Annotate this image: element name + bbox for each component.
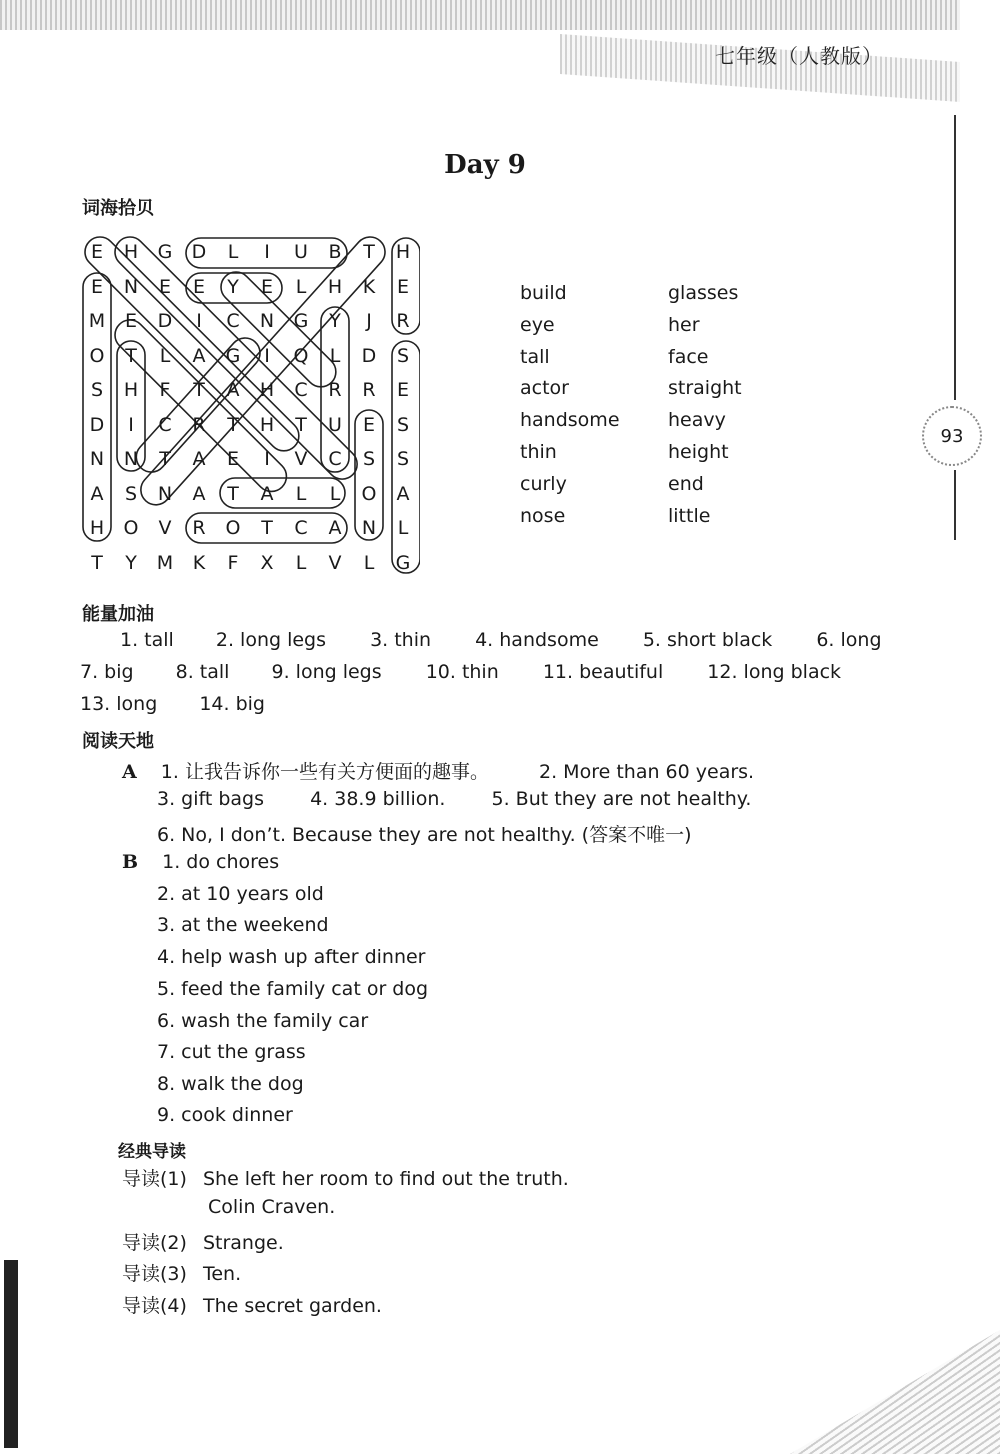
binding-edge — [4, 1260, 18, 1448]
grid-letter: R — [362, 379, 376, 401]
grid-letter: E — [192, 275, 205, 298]
answer-item: Ten. — [202, 1263, 242, 1285]
grid-letter: G — [395, 551, 411, 574]
grid-letter: V — [158, 517, 172, 539]
grid-letter: K — [362, 275, 376, 298]
answer-item: 8. walk the dog — [157, 1073, 304, 1095]
answer-item: She left her room to find out the truth. — [202, 1168, 569, 1190]
section-heading-energy: 能量加油 — [82, 604, 154, 625]
reading-a-line — [157, 820, 691, 847]
grid-letter: R — [192, 413, 206, 436]
word-list-item: little — [668, 504, 711, 527]
grid-letter: H — [259, 413, 275, 436]
grid-letter: R — [192, 517, 206, 539]
margin-rule-lower — [954, 470, 956, 540]
answer-item: 1. tall — [120, 629, 174, 651]
grid-letter: B — [328, 241, 342, 263]
grid-letter: C — [294, 517, 308, 539]
word-list-item: thin — [520, 440, 557, 463]
answer-item: 4. handsome — [475, 629, 599, 651]
section-heading-word-search: 词海拾贝 — [82, 198, 154, 219]
grid-letter: E — [226, 448, 239, 470]
grid-letter: F — [159, 379, 171, 401]
grid-letter: L — [363, 551, 375, 574]
answer-item: 9. long legs — [271, 661, 382, 683]
reading-a-line — [122, 757, 754, 784]
grid-letter: A — [90, 482, 104, 505]
grid-letter: D — [157, 310, 173, 332]
grid-letter: A — [260, 482, 274, 505]
grid-letter: Q — [293, 344, 309, 367]
grid-letter: K — [192, 551, 206, 574]
word-list-item: glasses — [668, 282, 739, 304]
grid-letter: F — [227, 551, 239, 574]
grid-letter: E — [396, 275, 409, 298]
grid-letter: A — [328, 517, 342, 539]
grid-letter: J — [366, 310, 372, 332]
grid-letter: L — [329, 344, 341, 367]
grid-letter: Y — [329, 310, 341, 332]
classic-label: 导读(3) — [122, 1263, 187, 1285]
grid-letter: H — [327, 275, 343, 298]
word-list-right — [668, 278, 742, 532]
answer-item: 4. 38.9 billion. — [310, 788, 446, 810]
word-list-item: eye — [520, 313, 555, 336]
classic-label: 导读(4) — [122, 1295, 187, 1317]
grid-letter: T — [193, 379, 205, 401]
grid-letter: M — [88, 310, 106, 332]
grid-letter: N — [123, 448, 139, 470]
word-list-item: actor — [520, 377, 569, 400]
answer-item: 9. cook dinner — [157, 1104, 293, 1126]
grid-letter: C — [328, 448, 342, 470]
answer-item: 2. More than 60 years. — [539, 761, 755, 783]
page-number: 93 — [922, 406, 982, 466]
grid-letter: T — [125, 344, 137, 367]
grid-letter: L — [159, 344, 171, 367]
grid-letter: V — [294, 448, 308, 470]
grid-letter: O — [89, 344, 105, 367]
grid-letter: I — [196, 310, 202, 332]
word-list-item: face — [668, 345, 709, 368]
answer-item: 5. feed the family cat or dog — [157, 978, 429, 1000]
classic-item — [122, 1259, 241, 1286]
answer-item: 3. gift bags — [157, 788, 265, 810]
grid-letter: O — [123, 517, 139, 539]
word-search-grid — [80, 235, 420, 580]
answer-item: 3. thin — [370, 629, 432, 651]
word-list-item: heavy — [668, 409, 726, 432]
grid-letter: E — [158, 275, 171, 298]
grid-letter: G — [293, 310, 309, 332]
grid-letter: G — [225, 344, 241, 367]
grid-letter: T — [227, 413, 239, 436]
grid-letter: D — [361, 344, 377, 367]
answer-item: 8. tall — [175, 661, 230, 683]
grid-letter: N — [123, 275, 139, 298]
word-list-item: height — [668, 440, 729, 463]
grid-letter: H — [89, 517, 105, 539]
grid-letter: T — [91, 551, 103, 574]
grid-letter: I — [264, 241, 270, 263]
classic-item — [122, 1291, 382, 1318]
answer-line — [80, 693, 265, 715]
word-list-item: curly — [520, 472, 567, 495]
word-list-item: end — [668, 472, 704, 495]
grid-letter: H — [259, 379, 275, 401]
classic-label: 导读(2) — [122, 1232, 187, 1254]
answer-item: 3. at the weekend — [157, 914, 329, 936]
grid-letter: E — [90, 275, 103, 298]
grid-letter: S — [362, 448, 376, 470]
answer-item: 6. long — [816, 629, 882, 651]
grid-letter: L — [329, 482, 341, 505]
grid-letter: H — [123, 241, 139, 263]
answer-item: 13. long — [80, 693, 158, 715]
answer-item: 5. But they are not healthy. — [491, 788, 752, 810]
word-list-item: her — [668, 313, 700, 336]
answer-line — [80, 661, 841, 683]
grid-letter: T — [295, 413, 307, 436]
grid-letter: T — [227, 482, 239, 505]
section-heading-reading: 阅读天地 — [82, 731, 154, 752]
grid-letter: C — [226, 310, 240, 332]
grid-letter: S — [396, 448, 410, 470]
grid-letter: Y — [227, 275, 239, 298]
page-title: Day 9 — [444, 150, 526, 180]
classic-item — [122, 1228, 284, 1255]
classic-label: 导读(1) — [122, 1168, 187, 1190]
grid-letter: E — [260, 275, 273, 298]
grid-letter: V — [328, 551, 342, 574]
answer-item: 5. short black — [642, 629, 773, 651]
word-list-item: handsome — [520, 409, 620, 432]
grid-letter: A — [192, 448, 206, 470]
answer-item: The secret garden. — [202, 1295, 382, 1317]
grid-letter: L — [397, 517, 409, 539]
word-list-item: straight — [668, 377, 742, 400]
grid-letter: L — [295, 551, 307, 574]
corner-decoration — [790, 1330, 1000, 1454]
answer-item: 12. long black — [707, 661, 842, 683]
grid-letter: R — [396, 310, 410, 332]
grid-letter: S — [90, 379, 104, 401]
answer-item: Strange. — [202, 1232, 284, 1254]
word-list-item: build — [520, 282, 567, 304]
answer-item: 7. big — [80, 661, 134, 683]
header-decoration — [0, 0, 960, 30]
grid-letter: T — [363, 241, 375, 263]
answer-item: 1. 让我告诉你一些有关方便面的趣事。 — [160, 761, 489, 783]
grid-letter: U — [328, 413, 342, 436]
grid-letter: E — [90, 241, 103, 263]
grid-letter: X — [260, 551, 274, 574]
grid-letter: T — [261, 517, 273, 539]
grid-letter: A — [192, 482, 206, 505]
grid-letter: C — [158, 413, 172, 436]
part-b-label: B — [122, 851, 139, 873]
answer-item: 2. at 10 years old — [157, 883, 324, 905]
reading-b-line — [122, 851, 279, 873]
answer-line — [120, 629, 882, 651]
word-list-left — [520, 278, 620, 532]
grid-letter: O — [361, 482, 377, 505]
answer-item: Colin Craven. — [208, 1196, 336, 1218]
answer-item: 11. beautiful — [542, 661, 664, 683]
grid-letter: N — [157, 482, 173, 505]
answer-item: 7. cut the grass — [157, 1041, 306, 1063]
grade-label: 七年级（人教版） — [715, 44, 883, 68]
answer-item: 1. do chores — [162, 851, 280, 873]
grid-letter: T — [159, 448, 171, 470]
grid-letter: C — [294, 379, 308, 401]
grid-letter: Y — [125, 551, 137, 574]
word-list-item: tall — [520, 345, 550, 368]
grid-letter: D — [89, 413, 105, 436]
grid-letter: H — [123, 379, 139, 401]
grid-letter: E — [362, 413, 375, 436]
grid-letter: A — [226, 379, 240, 401]
grid-letter: S — [124, 482, 138, 505]
grid-letter: N — [259, 310, 275, 332]
grid-letter: D — [191, 241, 207, 263]
grid-letter: I — [264, 344, 270, 367]
grid-letter: I — [128, 413, 134, 436]
section-heading-classic: 经典导读 — [118, 1142, 186, 1162]
answer-item: 14. big — [199, 693, 265, 715]
grid-letter: L — [295, 275, 307, 298]
grid-letter: M — [156, 551, 174, 574]
part-a-label: A — [122, 761, 137, 783]
answer-item: 4. help wash up after dinner — [157, 946, 426, 968]
grid-letter: I — [264, 448, 270, 470]
reading-a-line — [157, 788, 751, 810]
grid-letter: A — [396, 482, 410, 505]
grid-letter: G — [157, 241, 173, 263]
grid-letter: A — [192, 344, 206, 367]
grid-letter: H — [395, 241, 411, 263]
answer-item: 2. long legs — [215, 629, 327, 651]
word-list-item: nose — [520, 504, 566, 527]
grid-letter: L — [227, 241, 239, 263]
grid-letter: O — [225, 517, 241, 539]
grid-letter: S — [396, 413, 410, 436]
grid-letter: N — [361, 517, 377, 539]
grid-letter: R — [328, 379, 342, 401]
grid-letter: U — [294, 241, 308, 263]
classic-item — [122, 1164, 569, 1191]
grid-letter: L — [295, 482, 307, 505]
answer-item: 10. thin — [425, 661, 499, 683]
grid-letter: E — [396, 379, 409, 401]
grid-letter: E — [124, 310, 137, 332]
grid-letter: S — [396, 344, 410, 367]
grid-letter: N — [89, 448, 105, 470]
answer-item: 6. No, I don’t. Because they are not healthy. (答案不唯一) — [157, 824, 692, 846]
answer-item: 6. wash the family car — [157, 1010, 369, 1032]
